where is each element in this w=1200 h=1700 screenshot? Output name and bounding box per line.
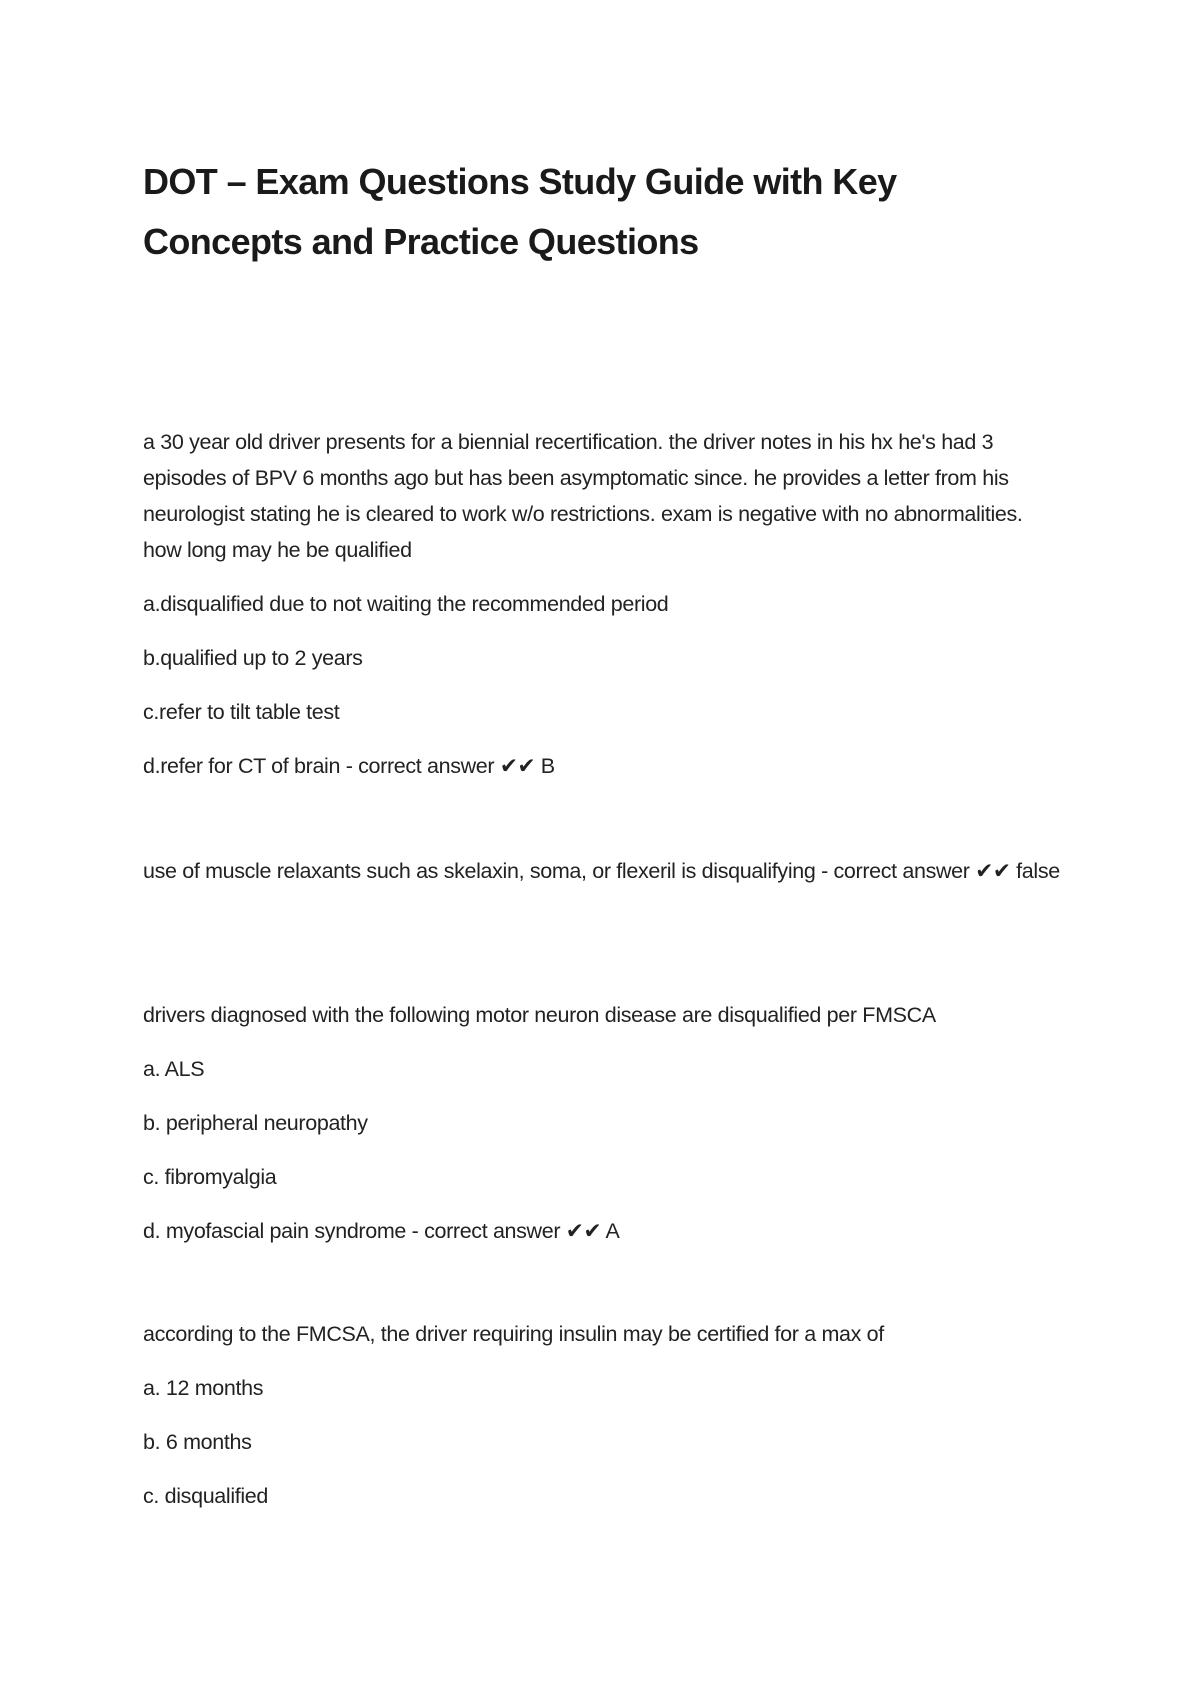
answer-option: a.disqualified due to not waiting the recommended period	[143, 592, 669, 616]
answer-option: d.refer for CT of brain - correct answer ✔✔ B	[143, 754, 555, 778]
answer-option: a. ALS	[143, 1057, 205, 1081]
answer-option: d. myofascial pain syndrome - correct answer ✔✔ A	[143, 1219, 620, 1243]
question-block	[143, 424, 1063, 784]
answer-option: c. disqualified	[143, 1484, 269, 1508]
answer-option: a. 12 months	[143, 1376, 264, 1400]
question-text: use of muscle relaxants such as skelaxin, soma, or flexeril is disqualifying - correct answer ✔✔ false	[143, 859, 1060, 883]
answer-option: c. fibromyalgia	[143, 1165, 277, 1189]
question-text: according to the FMCSA, the driver requiring insulin may be certified for a max of	[143, 1322, 884, 1346]
answer-option: c.refer to tilt table test	[143, 700, 340, 724]
question-text: a 30 year old driver presents for a biennial recertification. the driver notes in his hx he's had 3 episodes of BPV 6 months ago but has been asymptomatic since. he provides a letter from his neurologist stating he is cleared to work w/o restrictions. exam is negative with no abnormalities. how long may he be qualified	[143, 430, 1023, 562]
document-title: DOT – Exam Questions Study Guide with Key Concepts and Practice Questions	[143, 161, 897, 262]
answer-option: b. 6 months	[143, 1430, 252, 1454]
question-block	[143, 997, 1063, 1249]
question-block	[143, 853, 1063, 889]
question-text: drivers diagnosed with the following motor neuron disease are disqualified per FMSCA	[143, 1003, 936, 1027]
answer-option: b. peripheral neuropathy	[143, 1111, 368, 1135]
question-block	[143, 1316, 1063, 1514]
answer-option: b.qualified up to 2 years	[143, 646, 363, 670]
